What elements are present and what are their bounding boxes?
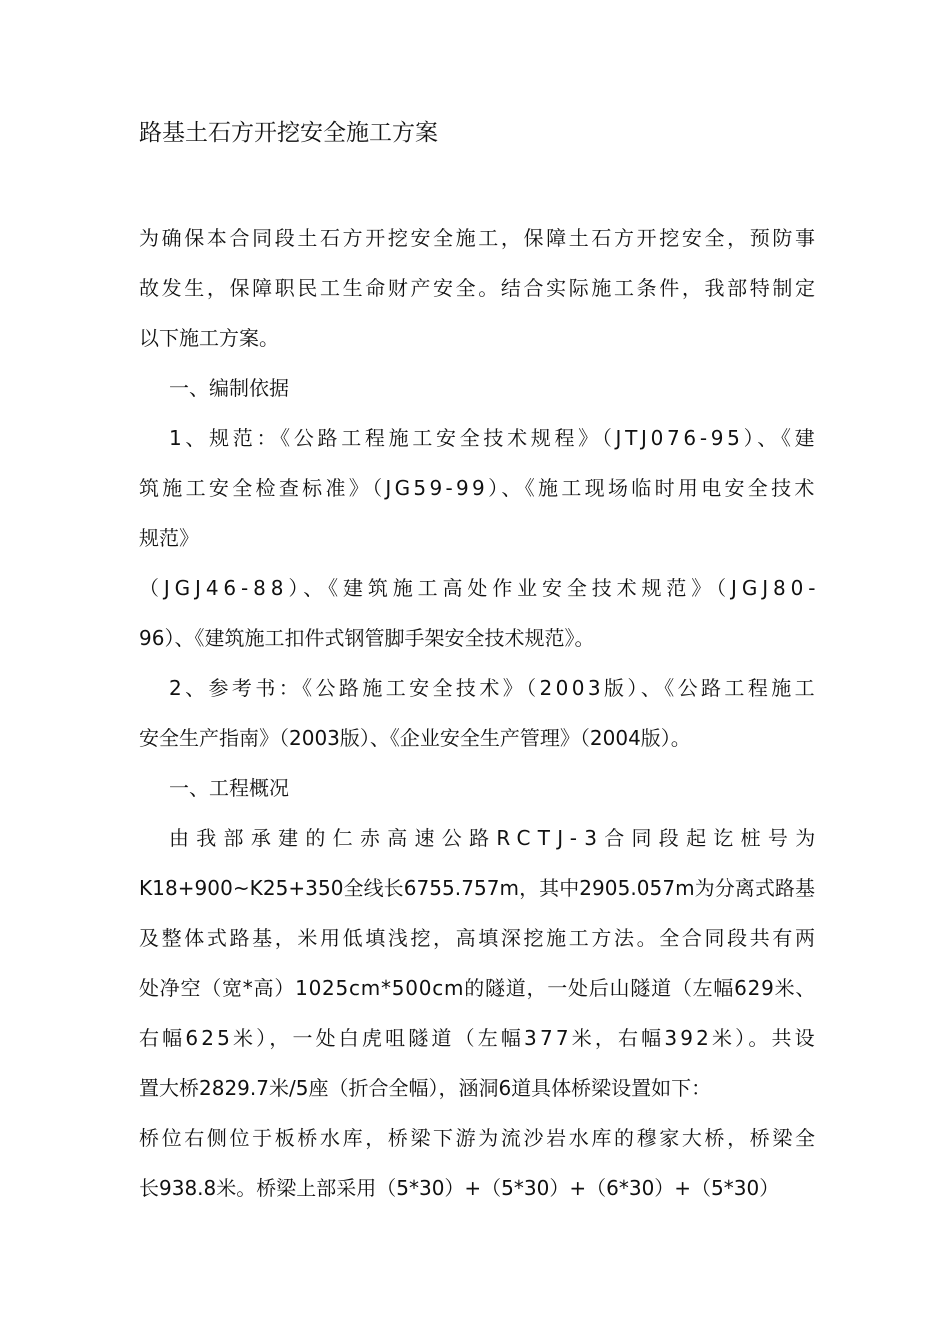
paragraph-line: 为确保本合同段土石方开挖安全施工，保障土石方开挖安全，预防事 bbox=[139, 226, 818, 250]
paragraph-line: 置大桥2829.7米/5座（折合全幅），涵洞6道具体桥梁设置如下： bbox=[139, 1076, 712, 1100]
paragraph-line: 96）、《建筑施工扣件式钢管脚手架安全技术规范》。 bbox=[139, 626, 595, 650]
paragraph-line: （JGJ46-88）、《建筑施工高处作业安全技术规范》（JGJ80- bbox=[139, 576, 821, 600]
paragraph-line: 筑施工安全检查标准》（JG59-99）、《施工现场临时用电安全技术 bbox=[139, 476, 818, 500]
paragraph-line: 由我部承建的仁赤高速公路RCTJ-3合同段起讫桩号为 bbox=[169, 826, 823, 850]
paragraph-line: 2、参考书：《公路施工安全技术》（2003版）、《公路工程施工 bbox=[169, 676, 819, 700]
paragraph-line: 右幅625米），一处白虎咀隧道（左幅377米，右幅392米）。共设 bbox=[139, 1026, 818, 1050]
paragraph-line: 桥位右侧位于板桥水库，桥梁下游为流沙岩水库的穆家大桥，桥梁全 bbox=[139, 1126, 818, 1150]
paragraph-line: 及整体式路基，米用低填浅挖，高填深挖施工方法。全合同段共有两 bbox=[139, 926, 818, 950]
paragraph-line: 处净空（宽*高）1025cm*500cm的隧道，一处后山隧道（左幅629米、 bbox=[139, 976, 817, 1000]
section-heading: 一、编制依据 bbox=[169, 376, 289, 400]
paragraph-line: 长938.8米。桥梁上部采用（5*30）+（5*30）+（6*30）+（5*30） bbox=[139, 1176, 780, 1200]
paragraph-line: 1、规范：《公路工程施工安全技术规程》（JTJ076-95）、《建 bbox=[169, 426, 819, 450]
paragraph-line: 安全生产指南》（2003版）、《企业安全生产管理》（2004版）。 bbox=[139, 726, 691, 750]
document-body bbox=[139, 213, 823, 1213]
document-title: 路基土石方开挖安全施工方案 bbox=[139, 120, 438, 146]
paragraph-line: 以下施工方案。 bbox=[139, 326, 279, 350]
paragraph-line: 规范》 bbox=[139, 526, 199, 550]
section-heading: 一、工程概况 bbox=[169, 776, 289, 800]
paragraph-line: 故发生，保障职民工生命财产安全。结合实际施工条件，我部特制定 bbox=[139, 276, 818, 300]
paragraph-line: K18+900~K25+350全线长6755.757m，其中2905.057m为分离式路基 bbox=[139, 876, 815, 900]
